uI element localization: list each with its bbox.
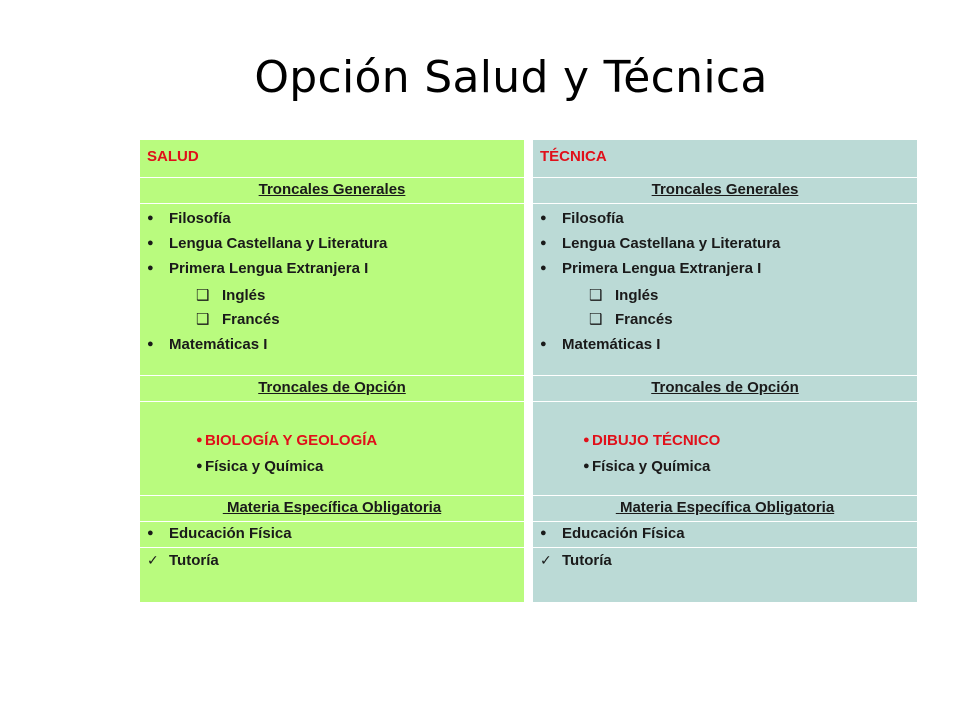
- tecnica-opcion-list: [533, 402, 917, 496]
- bullet-icon: ●: [583, 434, 590, 446]
- bullet-icon: ●: [147, 338, 154, 350]
- bullet-icon: ●: [540, 262, 547, 274]
- list-item: ● Filosofía: [540, 210, 624, 227]
- checkbox-square-icon: ❑: [196, 311, 210, 328]
- bullet-icon: ●: [147, 237, 154, 249]
- tecnica-header: TÉCNICA: [540, 148, 607, 165]
- bullet-icon: ●: [147, 212, 154, 224]
- salud-tg-title-row: [140, 178, 524, 204]
- tecnica-header-row: [533, 140, 917, 178]
- salud-header: SALUD: [147, 148, 199, 165]
- bullet-icon: ●: [540, 212, 547, 224]
- tecnica-tutoria-row: [533, 548, 917, 602]
- list-item: ● Filosofía: [147, 210, 231, 227]
- bullet-icon: ●: [196, 434, 203, 446]
- list-item: ● Matemáticas I: [147, 336, 268, 353]
- list-item: ● Educación Física: [540, 525, 685, 542]
- checkbox-square-icon: ❑: [589, 311, 603, 328]
- check-icon: ✓: [540, 552, 552, 568]
- salud-troncales-generales-title: Troncales Generales: [258, 181, 406, 198]
- salud-tutoria-row: [140, 548, 524, 602]
- salud-troncales-opcion-title: Troncales de Opción: [258, 379, 406, 396]
- bullet-icon: ●: [583, 460, 590, 472]
- tecnica-column: [533, 140, 917, 602]
- list-item: ✓ Tutoría: [147, 552, 219, 569]
- tecnica-troncales-opcion-title: Troncales de Opción: [651, 379, 799, 396]
- bullet-icon: ●: [196, 460, 203, 472]
- check-icon: ✓: [147, 552, 159, 568]
- bullet-icon: ●: [540, 338, 547, 350]
- tecnica-especifica-title: Materia Específica Obligatoria: [619, 499, 835, 516]
- salud-header-row: [140, 140, 524, 178]
- salud-tg-list: [140, 204, 524, 376]
- bullet-icon: ●: [540, 237, 547, 249]
- list-item: ● Lengua Castellana y Literatura: [147, 235, 388, 252]
- list-item: ● Lengua Castellana y Literatura: [540, 235, 781, 252]
- salud-esp-title-row: [140, 496, 524, 522]
- salud-esp-item-row: [140, 522, 524, 548]
- tecnica-esp-item-row: [533, 522, 917, 548]
- list-item: ● BIOLOGÍA Y GEOLOGÍA: [196, 432, 378, 449]
- sub-list-item: ❑ Francés: [589, 311, 673, 328]
- sub-list-item: ❑ Inglés: [196, 287, 266, 304]
- sub-list-item: ❑ Francés: [196, 311, 280, 328]
- tecnica-tg-list: [533, 204, 917, 376]
- list-item: ● Física y Química: [196, 458, 324, 475]
- tecnica-esp-title-row: [533, 496, 917, 522]
- salud-opcion-list: [140, 402, 524, 496]
- list-item: ● Física y Química: [583, 458, 711, 475]
- bullet-icon: ●: [540, 527, 547, 539]
- tecnica-tg-title-row: [533, 178, 917, 204]
- checkbox-square-icon: ❑: [196, 287, 210, 304]
- list-item: ● Primera Lengua Extranjera I: [540, 260, 762, 277]
- list-item: ✓ Tutoría: [540, 552, 612, 569]
- checkbox-square-icon: ❑: [589, 287, 603, 304]
- tecnica-to-title-row: [533, 376, 917, 402]
- salud-to-title-row: [140, 376, 524, 402]
- list-item: ● Primera Lengua Extranjera I: [147, 260, 369, 277]
- page-title: Opción Salud y Técnica: [254, 52, 768, 103]
- list-item: ● DIBUJO TÉCNICO: [583, 432, 721, 449]
- list-item: ● Educación Física: [147, 525, 292, 542]
- salud-especifica-title: Materia Específica Obligatoria: [226, 499, 442, 516]
- sub-list-item: ❑ Inglés: [589, 287, 659, 304]
- tecnica-troncales-generales-title: Troncales Generales: [651, 181, 799, 198]
- bullet-icon: ●: [147, 527, 154, 539]
- salud-column: [140, 140, 524, 602]
- list-item: ● Matemáticas I: [540, 336, 661, 353]
- bullet-icon: ●: [147, 262, 154, 274]
